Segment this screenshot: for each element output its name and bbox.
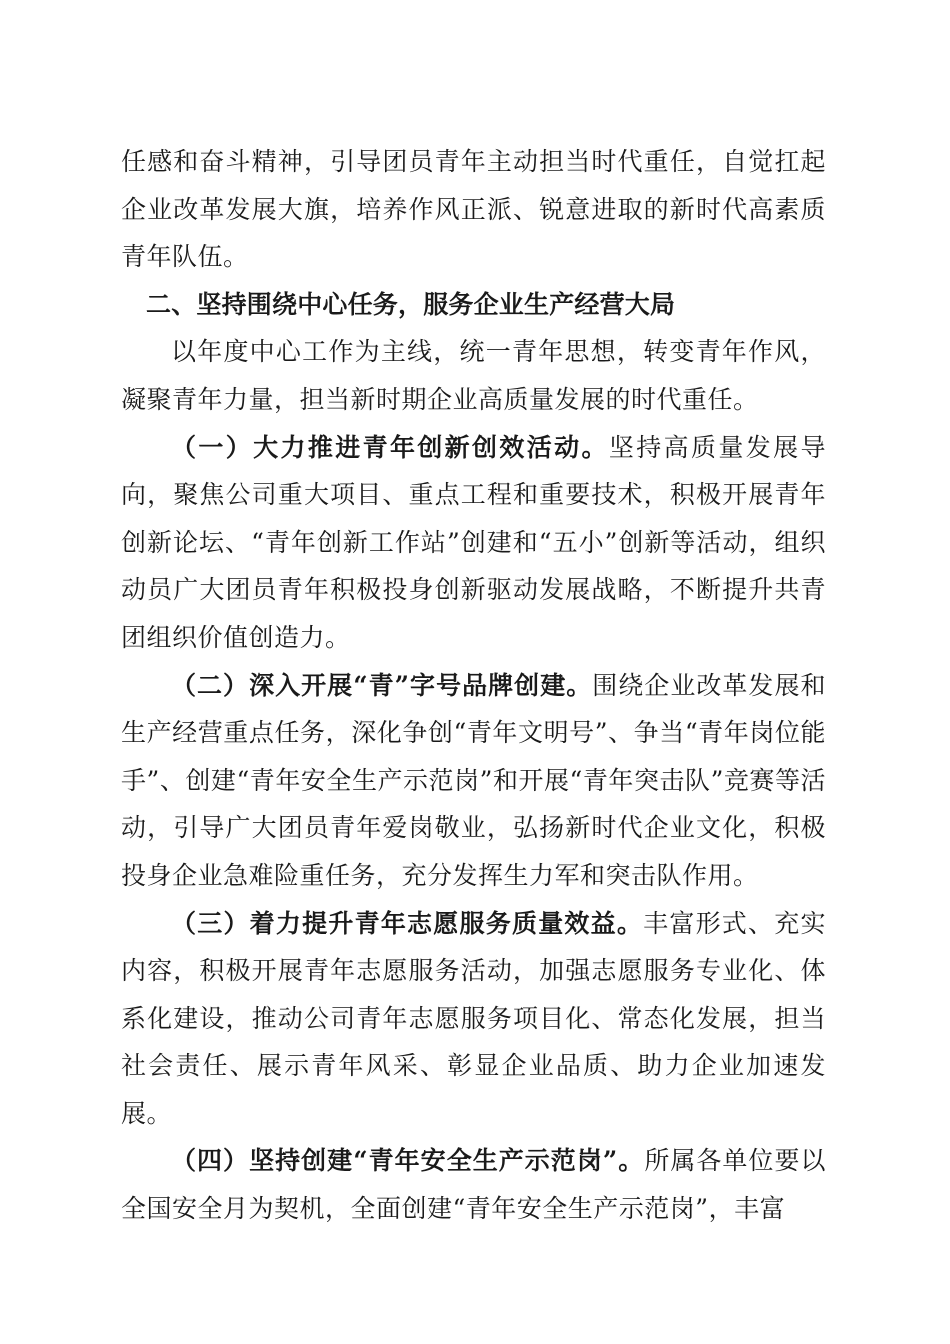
item-title-3: （三）着力提升青年志愿服务质量效益。 [171,908,644,938]
item-body-1: 坚持高质量发展导向，聚焦公司重大项目、重点工程和重要技术，积极开展青年创新论坛、“青年创新工作站”创建和“五小”创新等活动，组织动员广大团员青年积极投身创新驱动发展战略，不断提升共青团组织价值创造力。 [121,432,826,652]
item-paragraph-2 [121,662,826,900]
section-intro: 以年度中心工作为主线，统一青年思想，转变青年作风，凝聚青年力量，担当新时期企业高质量发展的时代重任。 [121,337,826,414]
item-title-2: （二）深入开展“青”字号品牌创建。 [171,670,593,700]
item-body-3: 丰富形式、充实内容，积极开展青年志愿服务活动，加强志愿服务专业化、体系化建设，推动公司青年志愿服务项目化、常态化发展，担当社会责任、展示青年风采、彰显企业品质、助力企业加速发展。 [121,908,826,1128]
paragraph-continued: 任感和奋斗精神，引导团员青年主动担当时代重任，自觉扛起企业改革发展大旗，培养作风正派、锐意进取的新时代高素质青年队伍。 [121,147,826,272]
item-title-4: （四）坚持创建“青年安全生产示范岗”。 [171,1146,645,1176]
item-paragraph-1 [121,424,826,662]
item-paragraph-3 [121,900,826,1138]
item-title-1: （一）大力推进青年创新创效活动。 [171,432,609,462]
item-body-2: 围绕企业改革发展和生产经营重点任务，深化争创“青年文明号”、争当“青年岗位能手”、创建“青年安全生产示范岗”和开展“青年突击队”竞赛等活动，引导广大团员青年爱岗敬业，弘扬新时代企业文化，积极投身企业急难险重任务，充分发挥生力军和突击队作用。 [121,670,826,890]
item-paragraph-4 [121,1137,826,1232]
document-page [121,138,826,1233]
item-body-4: 所属各单位要以全国安全月为契机，全面创建“青年安全生产示范岗”，丰富 [121,1146,826,1224]
section-heading: 二、坚持围绕中心任务，服务企业生产经营大局 [146,289,676,319]
